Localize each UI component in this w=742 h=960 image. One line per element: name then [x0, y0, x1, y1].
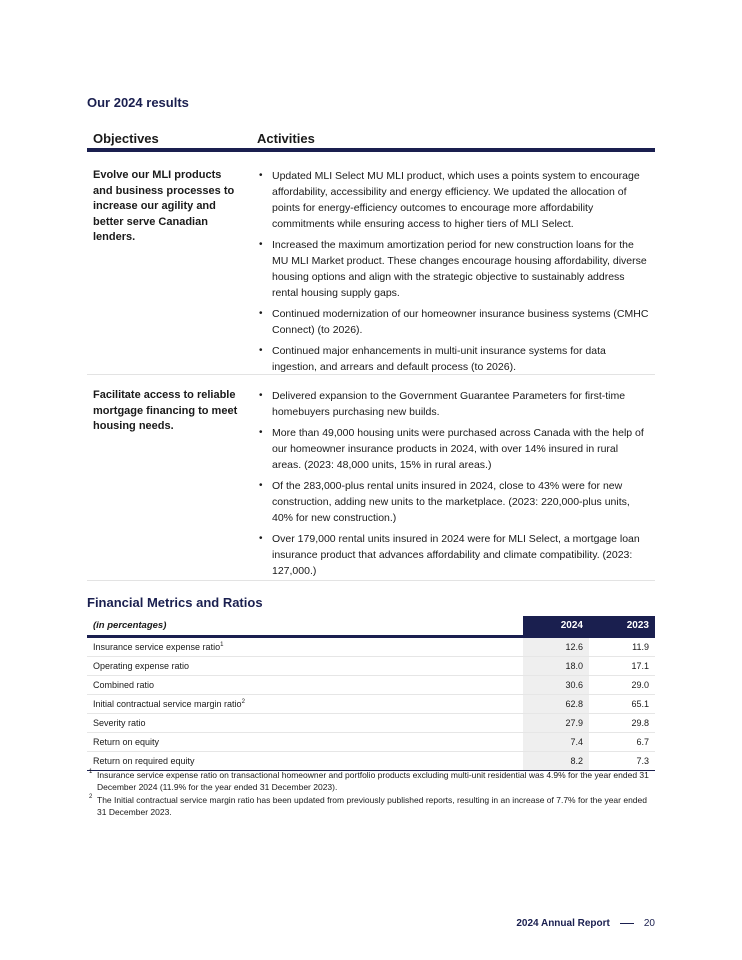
metric-label: Severity ratio [93, 718, 146, 728]
activity-item: • Delivered expansion to the Government Guarantee Parameters for first-time homebuyers purchasing new builds. [257, 388, 649, 420]
activities-column-header: Activities [257, 131, 315, 146]
value-2023: 29.0 [631, 680, 649, 690]
objective-row-2 [87, 388, 655, 581]
report-title: 2024 Annual Report [516, 918, 610, 929]
footnote-text: Insurance service expense ratio on transactional homeowner and portfolio products excluding multi-unit residential was 4.9% for the year ended 31 December 2024 (11.9% for the year ended 31 December 2023). [97, 770, 649, 792]
value-2024: 18.0 [523, 657, 589, 675]
value-2024: 12.6 [523, 638, 589, 656]
value-2024: 62.8 [523, 695, 589, 713]
footnote-marker: 1 [220, 642, 224, 648]
column-2024-header: 2024 [523, 616, 589, 635]
table-row [87, 752, 655, 771]
value-2023: 7.3 [636, 756, 649, 766]
objective-text: Evolve our MLI products and business processes to increase our agility and better serve Canadian lenders. [93, 169, 235, 243]
table-row [87, 676, 655, 695]
activities-list [257, 168, 649, 380]
column-2023-header: 2023 [589, 616, 655, 635]
metric-label: Initial contractual service margin ratio$^2$ [93, 699, 245, 709]
objectives-table-header [87, 130, 655, 152]
objective-text: Facilitate access to reliable mortgage financing to meet housing needs. [93, 389, 238, 432]
metric-label: Operating expense ratio [93, 661, 190, 671]
value-2024: 8.2 [523, 752, 589, 770]
footer-divider [620, 923, 634, 924]
activity-item: • Over 179,000 rental units insured in 2024 were for MLI Select, a mortgage loan insurance product that advances affordability and climate compatibility. (2023: 127,000.) [257, 531, 649, 579]
activity-item: • Continued modernization of our homeowner insurance business systems (CMHC Connect) (to 2026). [257, 306, 649, 338]
footnote-1 [87, 770, 655, 793]
footnote-marker: 1 [89, 769, 93, 775]
activity-item: • Increased the maximum amortization period for new construction loans for the MU MLI Market product. These changes encourage housing affordability, diverse housing options and align with the strategic objective to sustainably address rental housing supply gaps. [257, 237, 649, 301]
table-row [87, 657, 655, 676]
objective-row-1 [87, 168, 655, 375]
financial-metrics-table [87, 616, 655, 771]
page-number: 20 [643, 918, 655, 929]
value-2023: 29.8 [631, 718, 649, 728]
table-row [87, 733, 655, 752]
financial-metrics-header [87, 616, 655, 638]
unit-label: (in percentages) [93, 620, 167, 631]
table-row [87, 638, 655, 657]
activities-list [257, 388, 649, 584]
metric-label: Insurance service expense ratio$^1$ [93, 642, 224, 652]
page-footer [516, 918, 655, 929]
value-2024: 30.6 [523, 676, 589, 694]
metric-label: Return on equity [93, 737, 160, 747]
financial-metrics-title: Financial Metrics and Ratios [87, 595, 263, 610]
value-2024: 27.9 [523, 714, 589, 732]
objectives-column-header: Objectives [93, 131, 159, 146]
metric-label: Return on required equity [93, 756, 195, 766]
footnote-2 [87, 795, 655, 818]
footnote-marker: 2 [89, 794, 93, 800]
table-row [87, 695, 655, 714]
footnote-text: The Initial contractual service margin ratio has been updated from previously published reports, resulting in an increase of 7.7% for the year ended 31 December 2023. [97, 795, 647, 817]
metric-label: Combined ratio [93, 680, 155, 690]
footnote-marker: 2 [241, 699, 245, 705]
value-2024: 7.4 [523, 733, 589, 751]
table-row [87, 714, 655, 733]
value-2023: 65.1 [631, 699, 649, 709]
activity-item: • More than 49,000 housing units were purchased across Canada with the help of our homeowner insurance products in 2024, with over 14% insured in rural areas. (2023: 48,000 units, 15% in rural areas.) [257, 425, 649, 473]
activity-item: • Of the 283,000-plus rental units insured in 2024, close to 43% were for new construction, adding new units to the marketplace. (2023: 220,000-plus units, 40% for new construction.) [257, 478, 649, 526]
value-2023: 17.1 [631, 661, 649, 671]
value-2023: 11.9 [632, 642, 649, 652]
section-title: Our 2024 results [87, 95, 189, 110]
activity-item: • Updated MLI Select MU MLI product, which uses a points system to encourage affordability, accessibility and energy efficiency. We updated the allocation of points for energy-efficiency outcomes to encourage more affordability commitments while ensuring access to higher tiers of MLI Select. [257, 168, 649, 232]
value-2023: 6.7 [636, 737, 649, 747]
activity-item: • Continued major enhancements in multi-unit insurance systems for data ingestion, and arrears and default process (to 2026). [257, 343, 649, 375]
